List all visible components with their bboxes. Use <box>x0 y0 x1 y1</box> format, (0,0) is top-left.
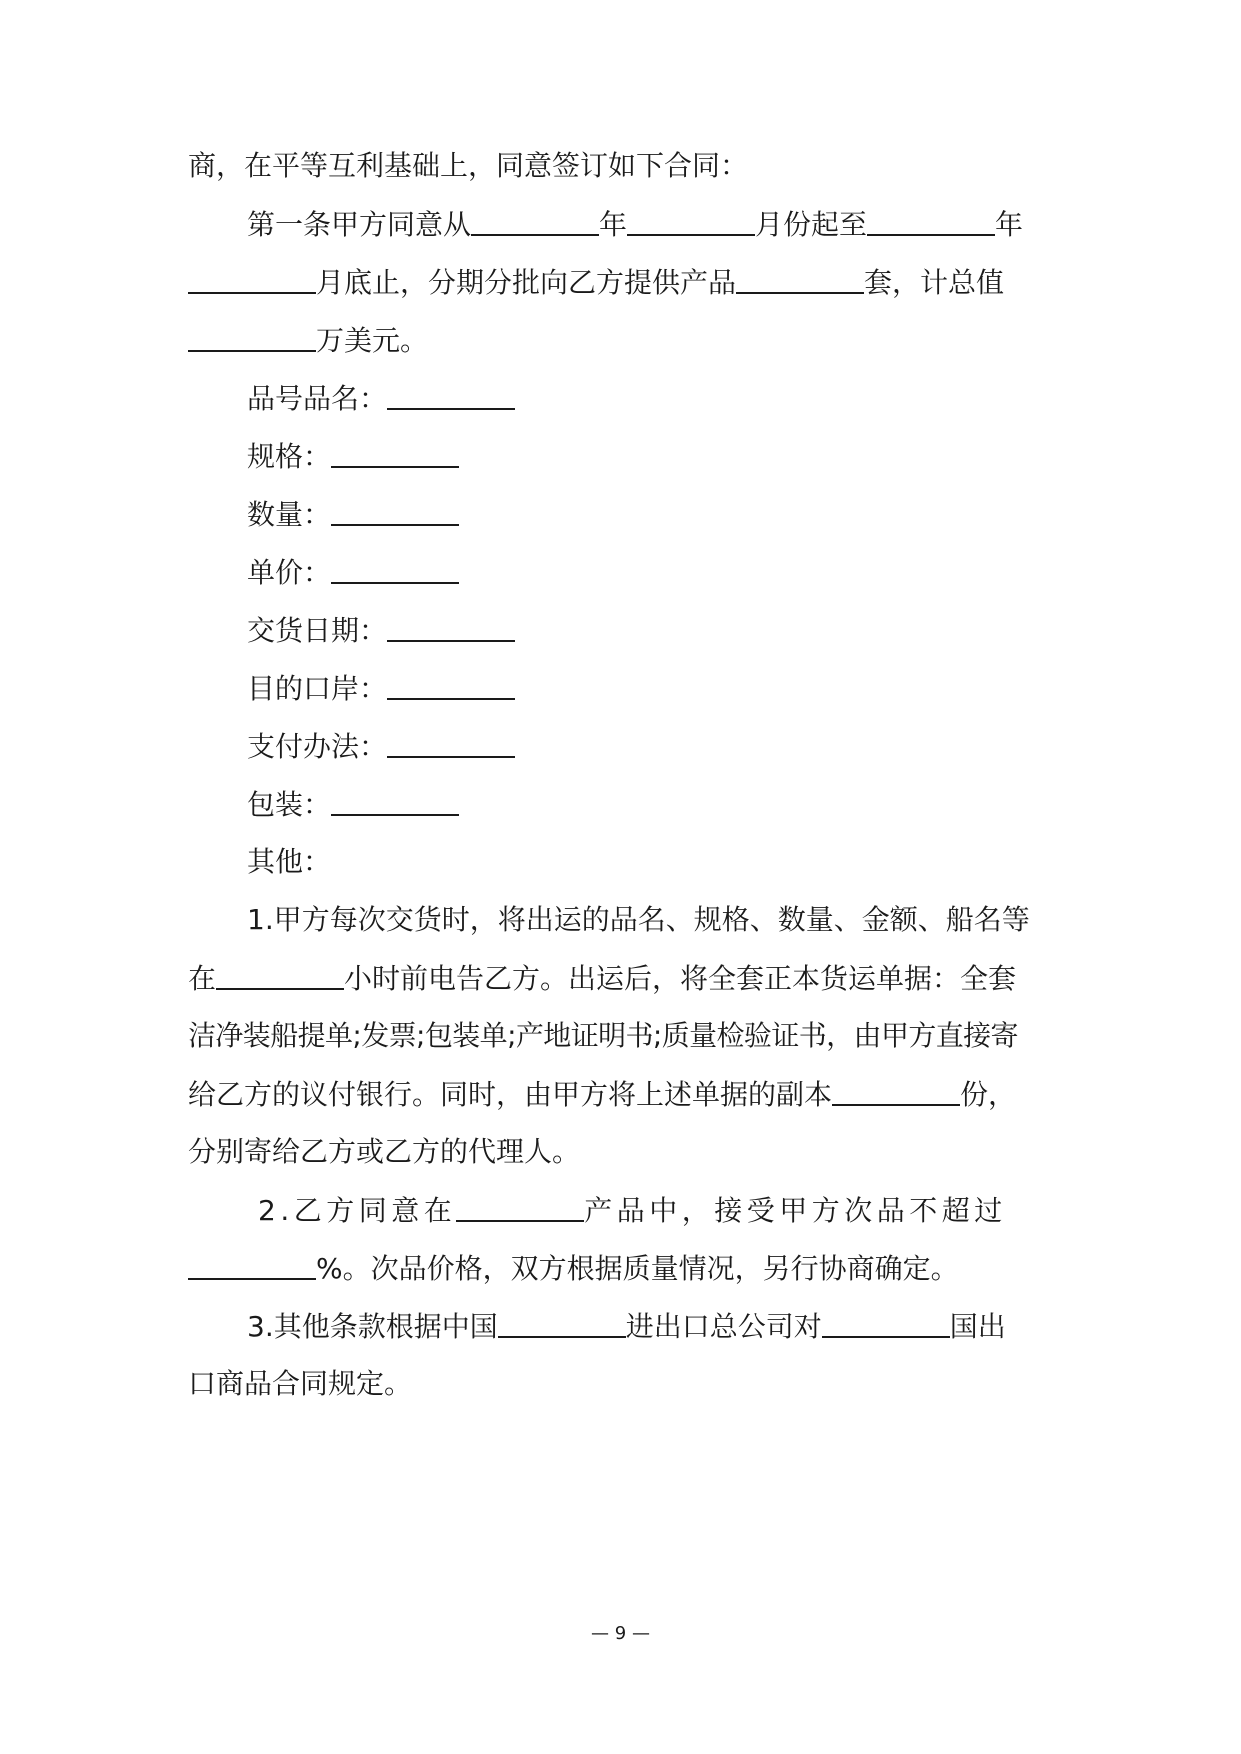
text-segment: 套，计总值 <box>864 266 1005 299</box>
fill-blank[interactable] <box>331 552 459 584</box>
item1-line4 <box>188 1074 1016 1114</box>
text-segment: 月份起至 <box>755 208 868 241</box>
text-segment: 月底止，分期分批向乙方提供产品 <box>316 266 737 299</box>
article1-line2 <box>188 262 1004 302</box>
text-segment: 2.乙方同意在 <box>258 1194 457 1227</box>
item3-line2: 口商品合同规定。 <box>188 1367 413 1400</box>
text-segment: 年 <box>599 208 628 241</box>
text-segment: 份， <box>960 1078 1017 1111</box>
field-label: 包装： <box>247 788 332 821</box>
item1-line1: 1.甲方每次交货时，将出运的品名、规格、数量、金额、船名等 <box>247 903 1030 936</box>
other-heading: 其他： <box>247 845 332 878</box>
fill-blank[interactable] <box>867 204 995 236</box>
text-segment: 进出口总公司对 <box>625 1310 822 1343</box>
fill-blank[interactable] <box>832 1074 960 1106</box>
text-segment: 年 <box>995 208 1024 241</box>
intro-line: 商，在平等互利基础上，同意签订如下合同： <box>188 149 749 182</box>
field-spec <box>247 436 459 476</box>
fill-blank[interactable] <box>216 958 344 990</box>
field-delivery-date <box>247 610 515 650</box>
fill-blank[interactable] <box>331 494 459 526</box>
item2-line1 <box>258 1190 1007 1230</box>
text-segment: 第一条甲方同意从 <box>247 208 472 241</box>
page-number: — 9 — <box>591 1623 650 1644</box>
fill-blank[interactable] <box>822 1306 950 1338</box>
field-label: 数量： <box>247 498 332 531</box>
fill-blank[interactable] <box>188 320 316 352</box>
article1-line1 <box>247 204 1023 244</box>
field-label: 规格： <box>247 440 332 473</box>
fill-blank[interactable] <box>331 436 459 468</box>
item1-line3: 洁净装船提单;发票;包装单;产地证明书;质量检验证书，由甲方直接寄 <box>188 1019 1018 1052</box>
item3-line1 <box>247 1306 1006 1346</box>
fill-blank[interactable] <box>736 262 864 294</box>
fill-blank[interactable] <box>331 784 459 816</box>
fill-blank[interactable] <box>387 610 515 642</box>
article1-line3 <box>188 320 428 360</box>
text-segment: 产品中，接受甲方次品不超过 <box>584 1194 1007 1227</box>
field-unit-price <box>247 552 459 592</box>
field-label: 交货日期： <box>247 614 388 647</box>
fill-blank[interactable] <box>627 204 755 236</box>
item2-line2 <box>188 1248 959 1288</box>
field-label: 目的口岸： <box>247 672 388 705</box>
text-segment: 万美元。 <box>316 324 429 357</box>
field-label: 单价： <box>247 556 332 589</box>
fill-blank[interactable] <box>456 1190 584 1222</box>
field-quantity <box>247 494 459 534</box>
item1-line5: 分别寄给乙方或乙方的代理人。 <box>188 1135 581 1168</box>
fill-blank[interactable] <box>498 1306 626 1338</box>
fill-blank[interactable] <box>387 726 515 758</box>
field-label: 品号品名： <box>247 382 388 415</box>
field-product-name <box>247 378 515 418</box>
fill-blank[interactable] <box>387 668 515 700</box>
fill-blank[interactable] <box>387 378 515 410</box>
text-segment: 3.其他条款根据中国 <box>247 1310 498 1343</box>
field-label: 支付办法： <box>247 730 388 763</box>
fill-blank[interactable] <box>471 204 599 236</box>
item1-line2 <box>188 958 1016 998</box>
field-payment <box>247 726 515 766</box>
fill-blank[interactable] <box>188 262 316 294</box>
field-packing <box>247 784 459 824</box>
text-segment: %。次品价格，双方根据质量情况，另行协商确定。 <box>316 1252 959 1285</box>
fill-blank[interactable] <box>188 1248 316 1280</box>
text-segment: 给乙方的议付银行。同时，由甲方将上述单据的副本 <box>188 1078 833 1111</box>
text-segment: 国出 <box>949 1310 1006 1343</box>
text-segment: 在 <box>188 962 217 995</box>
text-segment: 小时前电告乙方。出运后，将全套正本货运单据：全套 <box>344 962 1017 995</box>
field-destination-port <box>247 668 515 708</box>
